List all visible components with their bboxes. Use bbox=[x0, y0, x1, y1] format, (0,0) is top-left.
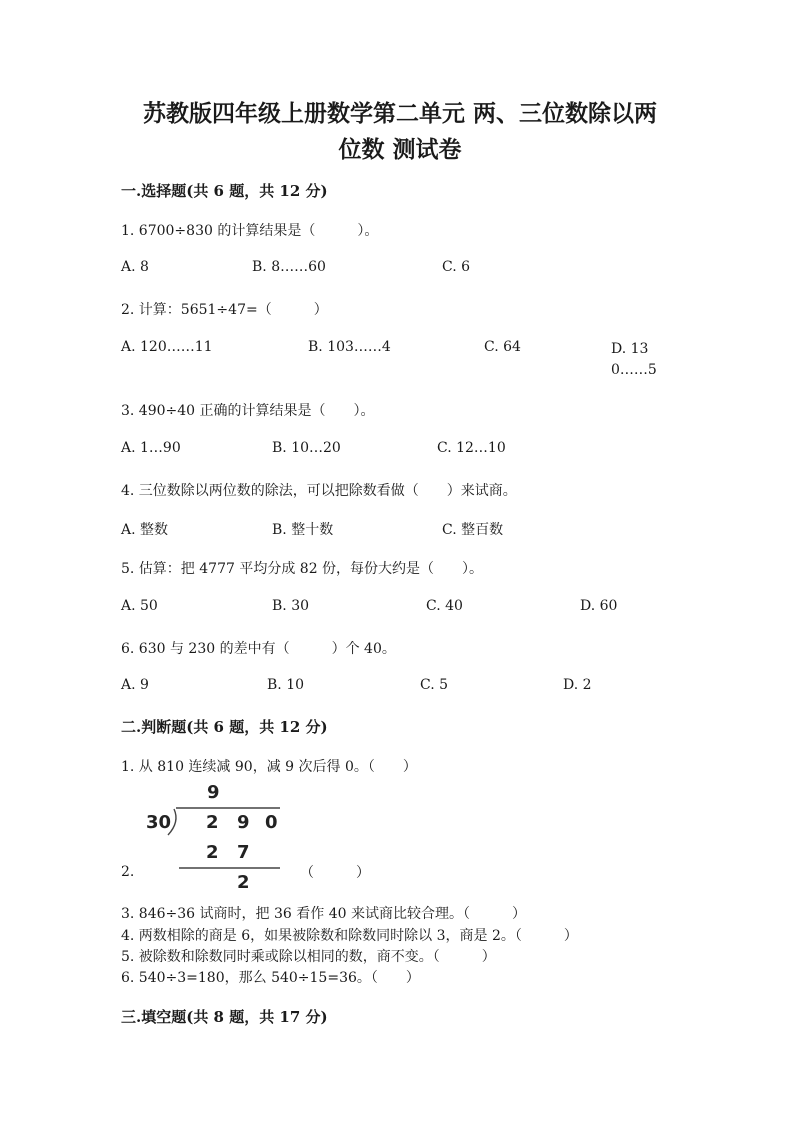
judge-question-1: 1. 从 810 连续减 90，减 9 次后得 0。（ ） bbox=[121, 759, 417, 775]
question-1-4: 4. 三位数除以两位数的除法，可以把除数看做（ ）来试商。 bbox=[121, 483, 517, 499]
division-quotient: 9 bbox=[207, 782, 220, 803]
option-1-1-c: C. 6 bbox=[442, 259, 471, 275]
option-1-2-d: D. 130……5 bbox=[611, 341, 657, 378]
page-title-line-1: 苏教版四年级上册数学第二单元 两、三位数除以两 bbox=[142, 100, 657, 127]
option-1-4-b: B. 整十数 bbox=[272, 522, 334, 538]
option-1-3-b: B. 10…20 bbox=[272, 440, 341, 456]
division-dividend-digit: 0 bbox=[265, 812, 278, 833]
judge-question-3: 3. 846÷36 试商时，把 36 看作 40 来试商比较合理。（ ） bbox=[121, 906, 526, 922]
judge-question-2-paren: （ ） bbox=[300, 865, 370, 881]
question-1-2: 2. 计算：5651÷47=（ ） bbox=[121, 302, 328, 318]
section-2-heading: 二.判断题(共 6 题，共 12 分) bbox=[121, 718, 328, 736]
division-product-digit: 7 bbox=[237, 842, 250, 863]
division-divisor: 30 bbox=[146, 812, 172, 833]
question-1-3: 3. 490÷40 正确的计算结果是（ ）。 bbox=[121, 403, 375, 419]
section-3-heading: 三.填空题(共 8 题，共 17 分) bbox=[121, 1008, 328, 1026]
option-1-4-c: C. 整百数 bbox=[442, 522, 504, 538]
option-1-6-b: B. 10 bbox=[267, 677, 305, 693]
option-1-3-a: A. 1…90 bbox=[121, 440, 181, 456]
long-division-figure bbox=[140, 782, 300, 894]
option-1-6-d: D. 2 bbox=[563, 677, 592, 693]
division-product-digit: 2 bbox=[206, 842, 219, 863]
option-1-5-c: C. 40 bbox=[426, 598, 463, 614]
option-1-4-a: A. 整数 bbox=[121, 522, 169, 538]
option-1-2-c: C. 64 bbox=[484, 339, 521, 355]
question-1-5: 5. 估算：把 4777 平均分成 82 份，每份大约是（ ）。 bbox=[121, 561, 484, 577]
division-bracket-lines bbox=[140, 782, 300, 894]
judge-question-2-number: 2. bbox=[121, 864, 135, 880]
judge-question-6: 6. 540÷3=180，那么 540÷15=36。（ ） bbox=[121, 970, 420, 986]
question-1-1: 1. 6700÷830 的计算结果是（ ）。 bbox=[121, 223, 379, 239]
division-remainder: 2 bbox=[237, 872, 250, 893]
option-1-3-c: C. 12…10 bbox=[437, 440, 506, 456]
division-dividend-digit: 9 bbox=[237, 812, 250, 833]
option-1-2-a: A. 120……11 bbox=[121, 339, 213, 355]
option-1-5-b: B. 30 bbox=[272, 598, 310, 614]
option-1-1-a: A. 8 bbox=[121, 259, 149, 275]
option-1-1-b: B. 8……60 bbox=[252, 259, 326, 275]
option-1-5-a: A. 50 bbox=[121, 598, 158, 614]
judge-question-4: 4. 两数相除的商是 6，如果被除数和除数同时除以 3，商是 2。（ ） bbox=[121, 928, 578, 944]
option-1-6-c: C. 5 bbox=[420, 677, 449, 693]
page-title-line-2: 位数 测试卷 bbox=[338, 136, 462, 163]
option-1-5-d: D. 60 bbox=[580, 598, 618, 614]
judge-question-5: 5. 被除数和除数同时乘或除以相同的数，商不变。（ ） bbox=[121, 949, 496, 965]
section-1-heading: 一.选择题(共 6 题，共 12 分) bbox=[121, 182, 328, 200]
question-1-6: 6. 630 与 230 的差中有（ ）个 40。 bbox=[121, 641, 396, 657]
division-dividend-digit: 2 bbox=[206, 812, 219, 833]
option-1-2-b: B. 103……4 bbox=[308, 339, 391, 355]
option-1-6-a: A. 9 bbox=[121, 677, 149, 693]
